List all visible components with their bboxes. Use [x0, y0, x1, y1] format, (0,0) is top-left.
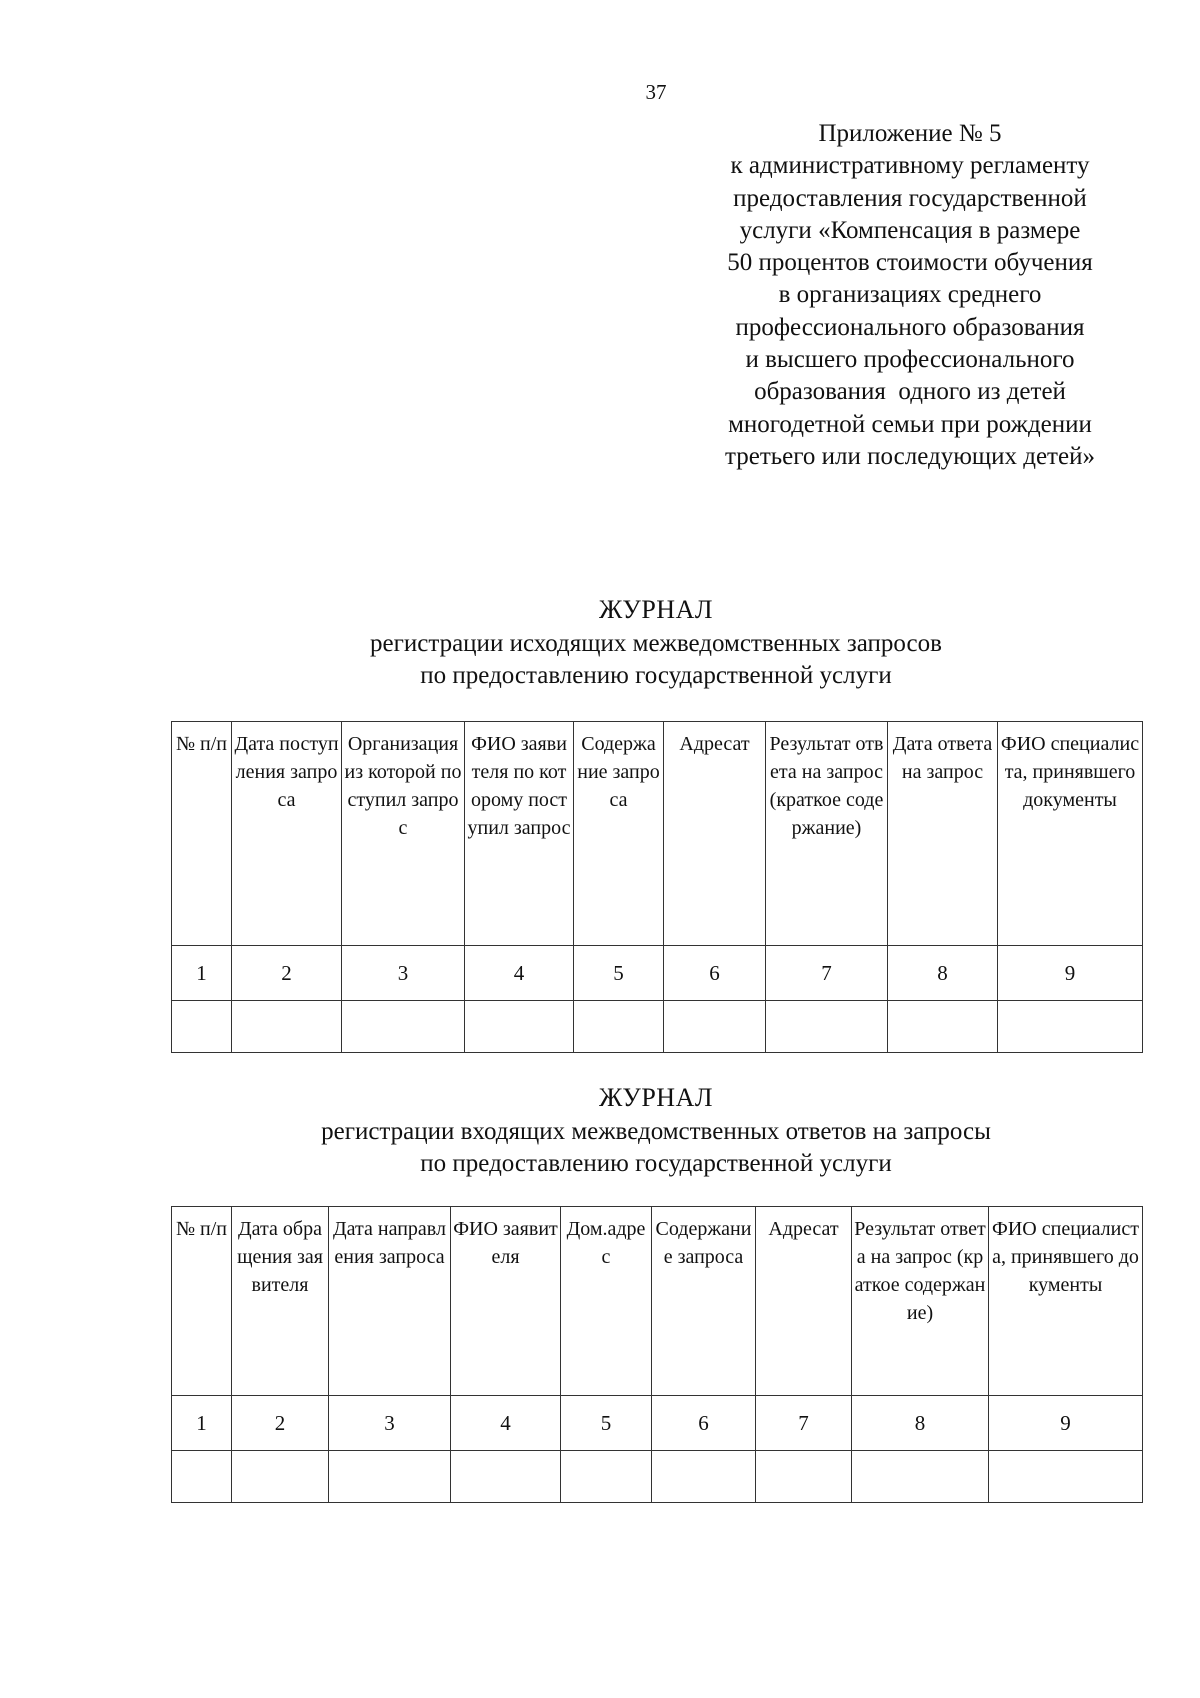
outgoing-journal-heading	[0, 592, 1200, 692]
appendix-line: и высшего профессионального	[745, 346, 1075, 374]
appendix-line: образования одного из детей	[754, 378, 1066, 406]
appendix-line: 50 процентов стоимости обучения	[727, 249, 1093, 277]
column-number: 5	[574, 946, 664, 1001]
column-number: 2	[232, 946, 342, 1001]
appendix-line: многодетной семьи при рождении	[728, 410, 1092, 438]
column-header: Дата направления запроса	[329, 1207, 451, 1396]
column-number: 7	[756, 1396, 852, 1451]
column-number-row	[172, 946, 1143, 1001]
incoming-journal-subtitle: по предоставлению государственной услуги	[420, 1150, 892, 1177]
column-number: 8	[888, 946, 998, 1001]
column-header: № п/п	[172, 722, 232, 946]
column-number: 9	[989, 1396, 1143, 1451]
table-cell	[172, 1001, 232, 1053]
table-row	[172, 1001, 1143, 1053]
outgoing-journal-title: ЖУРНАЛ	[599, 595, 713, 624]
column-number: 1	[172, 946, 232, 1001]
appendix-line: Приложение № 5	[818, 120, 1002, 147]
column-number-row	[172, 1396, 1143, 1451]
column-number: 5	[561, 1396, 652, 1451]
incoming-journal-subtitle: регистрации входящих межведомственных ответов на запросы	[321, 1118, 991, 1145]
table-cell	[465, 1001, 574, 1053]
table-cell	[342, 1001, 465, 1053]
table-cell	[574, 1001, 664, 1053]
table-cell	[989, 1451, 1143, 1503]
table-cell	[766, 1001, 888, 1053]
appendix-header	[690, 118, 1130, 473]
column-header: ФИО заявителя	[451, 1207, 561, 1396]
column-number: 4	[451, 1396, 561, 1451]
incoming-journal-title: ЖУРНАЛ	[599, 1083, 713, 1112]
column-header: Дата ответа на запрос	[888, 722, 998, 946]
column-number: 9	[998, 946, 1143, 1001]
column-number: 8	[852, 1396, 989, 1451]
table-cell	[756, 1451, 852, 1503]
column-number: 4	[465, 946, 574, 1001]
column-header: Организация из которой поступил запрос	[342, 722, 465, 946]
column-header: Содержание запроса	[574, 722, 664, 946]
table-header-row	[172, 1207, 1143, 1396]
outgoing-journal-subtitle: регистрации исходящих межведомственных запросов	[370, 630, 942, 657]
table-header-row	[172, 722, 1143, 946]
table-cell	[888, 1001, 998, 1053]
column-header: Адресат	[664, 722, 766, 946]
table-cell	[451, 1451, 561, 1503]
appendix-line: третьего или последующих детей»	[725, 442, 1095, 470]
table-cell	[652, 1451, 756, 1503]
column-header: Дом.адрес	[561, 1207, 652, 1396]
column-header: ФИО заявителя по которому поступил запрос	[465, 722, 574, 946]
table-cell	[232, 1451, 329, 1503]
column-header: Адресат	[756, 1207, 852, 1396]
table-cell	[561, 1451, 652, 1503]
table-cell	[232, 1001, 342, 1053]
column-header: ФИО специалиста, принявшего документы	[989, 1207, 1143, 1396]
column-number: 2	[232, 1396, 329, 1451]
table-cell	[852, 1451, 989, 1503]
column-header: Результат ответа на запрос (краткое содержание)	[766, 722, 888, 946]
outgoing-journal-subtitle: по предоставлению государственной услуги	[420, 662, 892, 689]
table-cell	[329, 1451, 451, 1503]
column-number: 6	[652, 1396, 756, 1451]
table-cell	[664, 1001, 766, 1053]
table-cell	[172, 1451, 232, 1503]
column-header: Результат ответа на запрос (краткое содержание)	[852, 1207, 989, 1396]
column-header: Дата поступления запроса	[232, 722, 342, 946]
table-cell	[998, 1001, 1143, 1053]
outgoing-requests-table	[171, 721, 1143, 1053]
incoming-responses-table	[171, 1206, 1143, 1503]
table-row	[172, 1451, 1143, 1503]
appendix-line: в организациях среднего	[778, 281, 1042, 309]
column-number: 6	[664, 946, 766, 1001]
appendix-line: к административному регламенту	[730, 152, 1090, 180]
incoming-journal-heading	[0, 1080, 1200, 1180]
column-header: Содержание запроса	[652, 1207, 756, 1396]
column-header: ФИО специалиста, принявшего документы	[998, 722, 1143, 946]
appendix-line: предоставления государственной	[733, 184, 1087, 212]
appendix-line: профессионального образования	[735, 313, 1085, 341]
column-number: 3	[329, 1396, 451, 1451]
column-header: № п/п	[172, 1207, 232, 1396]
appendix-line: услуги «Компенсация в размере	[739, 216, 1081, 244]
column-number: 3	[342, 946, 465, 1001]
column-header: Дата обращения заявителя	[232, 1207, 329, 1396]
column-number: 7	[766, 946, 888, 1001]
page-number: 37	[645, 80, 667, 104]
column-number: 1	[172, 1396, 232, 1451]
